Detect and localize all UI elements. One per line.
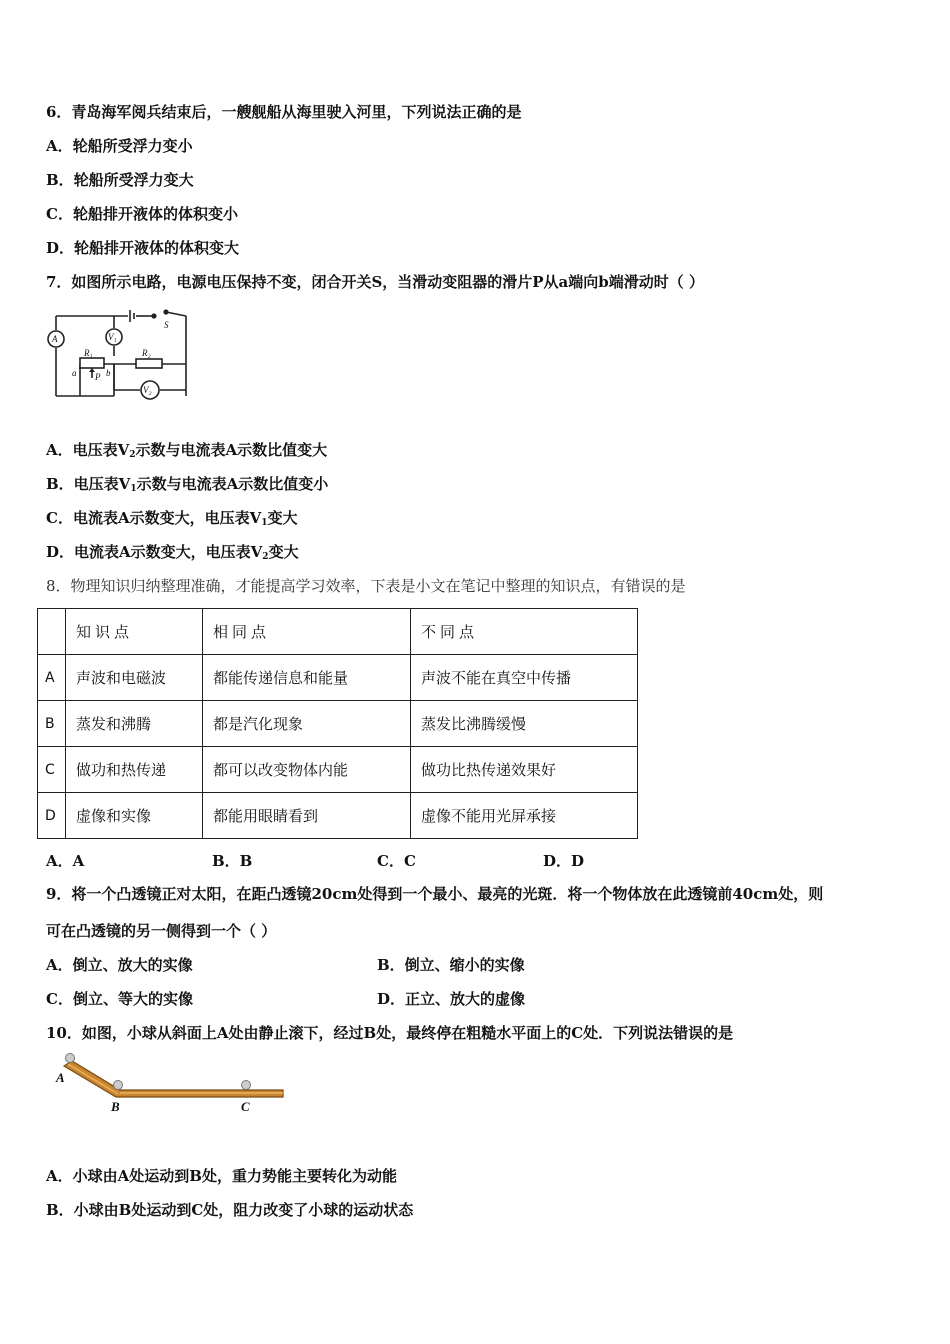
q6-stem: 6．青岛海军阅兵结束后，一艘舰船从海里驶入河里，下列说法正确的是 [46, 103, 522, 121]
q7-ammeter-label: A [52, 334, 58, 344]
q8-knowledge-table [37, 608, 638, 839]
q9-stem-line1: 9．将一个凸透镜正对太阳，在距凸透镜20cm处得到一个最小、最亮的光斑．将一个物体放在此透镜前40cm处，则 [46, 885, 824, 903]
q9-option-a: A．倒立、放大的实像 [46, 956, 193, 974]
table-cell: 都可以改变物体内能 [203, 747, 411, 793]
q6-option-a: A．轮船所受浮力变小 [46, 137, 193, 155]
q8-stem: 8．物理知识归纳整理准确，才能提高学习效率，下表是小文在笔记中整理的知识点，有错误的是 [46, 577, 686, 595]
q7-option-b: B．电压表$V_1$示数与电流表A示数比值变小 [46, 475, 329, 494]
q6-option-c: C．轮船排开液体的体积变小 [46, 205, 238, 223]
table-cell: 蒸发比沸腾缓慢 [411, 701, 638, 747]
table-header-cell: 相同点 [203, 609, 411, 655]
q7-p-label: P [95, 372, 101, 382]
q7-b-label: b [106, 368, 111, 378]
table-cell: A [38, 655, 66, 701]
table-cell: 蒸发和沸腾 [66, 701, 203, 747]
table-cell: 做功和热传递 [66, 747, 203, 793]
q10-option-a: A．小球由A处运动到B处，重力势能主要转化为动能 [46, 1167, 397, 1185]
q7-r2-label: R₂ [142, 348, 151, 358]
q10-ramp-diagram [52, 1052, 288, 1114]
q7-option-d: D．电流表A示数变大，电压表$V_2$变大 [46, 543, 299, 562]
q9-option-c: C．倒立、等大的实像 [46, 990, 193, 1008]
table-cell: 声波和电磁波 [66, 655, 203, 701]
q10-label-c: C [241, 1099, 250, 1114]
q9-option-b: B．倒立、缩小的实像 [377, 956, 525, 974]
table-cell: 做功比热传递效果好 [411, 747, 638, 793]
table-cell: 都是汽化现象 [203, 701, 411, 747]
q10-option-b: B．小球由B处运动到C处，阻力改变了小球的运动状态 [46, 1201, 414, 1219]
table-header-cell: 不同点 [411, 609, 638, 655]
q7-a-label: a [72, 368, 77, 378]
table-cell: 虚像和实像 [66, 793, 203, 839]
table-cell: C [38, 747, 66, 793]
table-cell: 都能传递信息和能量 [203, 655, 411, 701]
table-header-row [38, 609, 638, 655]
q7-stem: 7．如图所示电路，电源电压保持不变，闭合开关S，当滑动变阻器的滑片P从a端向b端滑动时（ ） [46, 273, 704, 291]
table-row [38, 747, 638, 793]
table-header-cell [38, 609, 66, 655]
q8-choice-a: A．A [46, 852, 85, 870]
q7-option-c: C．电流表A示数变大，电压表$V_1$变大 [46, 509, 298, 528]
table-cell: B [38, 701, 66, 747]
q10-stem: 10．如图，小球从斜面上A处由静止滚下，经过B处，最终停在粗糙水平面上的C处．下列说法错误的是 [46, 1024, 734, 1042]
table-row [38, 655, 638, 701]
table-cell: D [38, 793, 66, 839]
table-header-cell: 知识点 [66, 609, 203, 655]
table-cell: 声波不能在真空中传播 [411, 655, 638, 701]
q10-label-b: B [111, 1099, 120, 1114]
table-cell: 虚像不能用光屏承接 [411, 793, 638, 839]
q9-option-d: D．正立、放大的虚像 [377, 990, 526, 1008]
q7-circuit-diagram [44, 306, 190, 404]
q8-choice-d: D．D [543, 852, 585, 870]
table-row [38, 793, 638, 839]
q7-option-a: A．电压表$V_2$示数与电流表A示数比值变大 [46, 441, 328, 460]
q10-label-a: A [56, 1070, 65, 1085]
q7-v2-label: V₂ [143, 385, 152, 395]
q7-r1-label: R₁ [84, 348, 93, 358]
q7-v1-label: V₁ [108, 332, 117, 342]
table-cell: 都能用眼睛看到 [203, 793, 411, 839]
q6-option-b: B．轮船所受浮力变大 [46, 171, 194, 189]
q9-stem-line2: 可在凸透镜的另一侧得到一个（ ） [46, 922, 277, 940]
q6-option-d: D．轮船排开液体的体积变大 [46, 239, 240, 257]
q7-switch-label: S [164, 320, 169, 330]
table-row [38, 701, 638, 747]
q8-choice-b: B．B [212, 852, 253, 870]
q8-choice-c: C．C [377, 852, 416, 870]
